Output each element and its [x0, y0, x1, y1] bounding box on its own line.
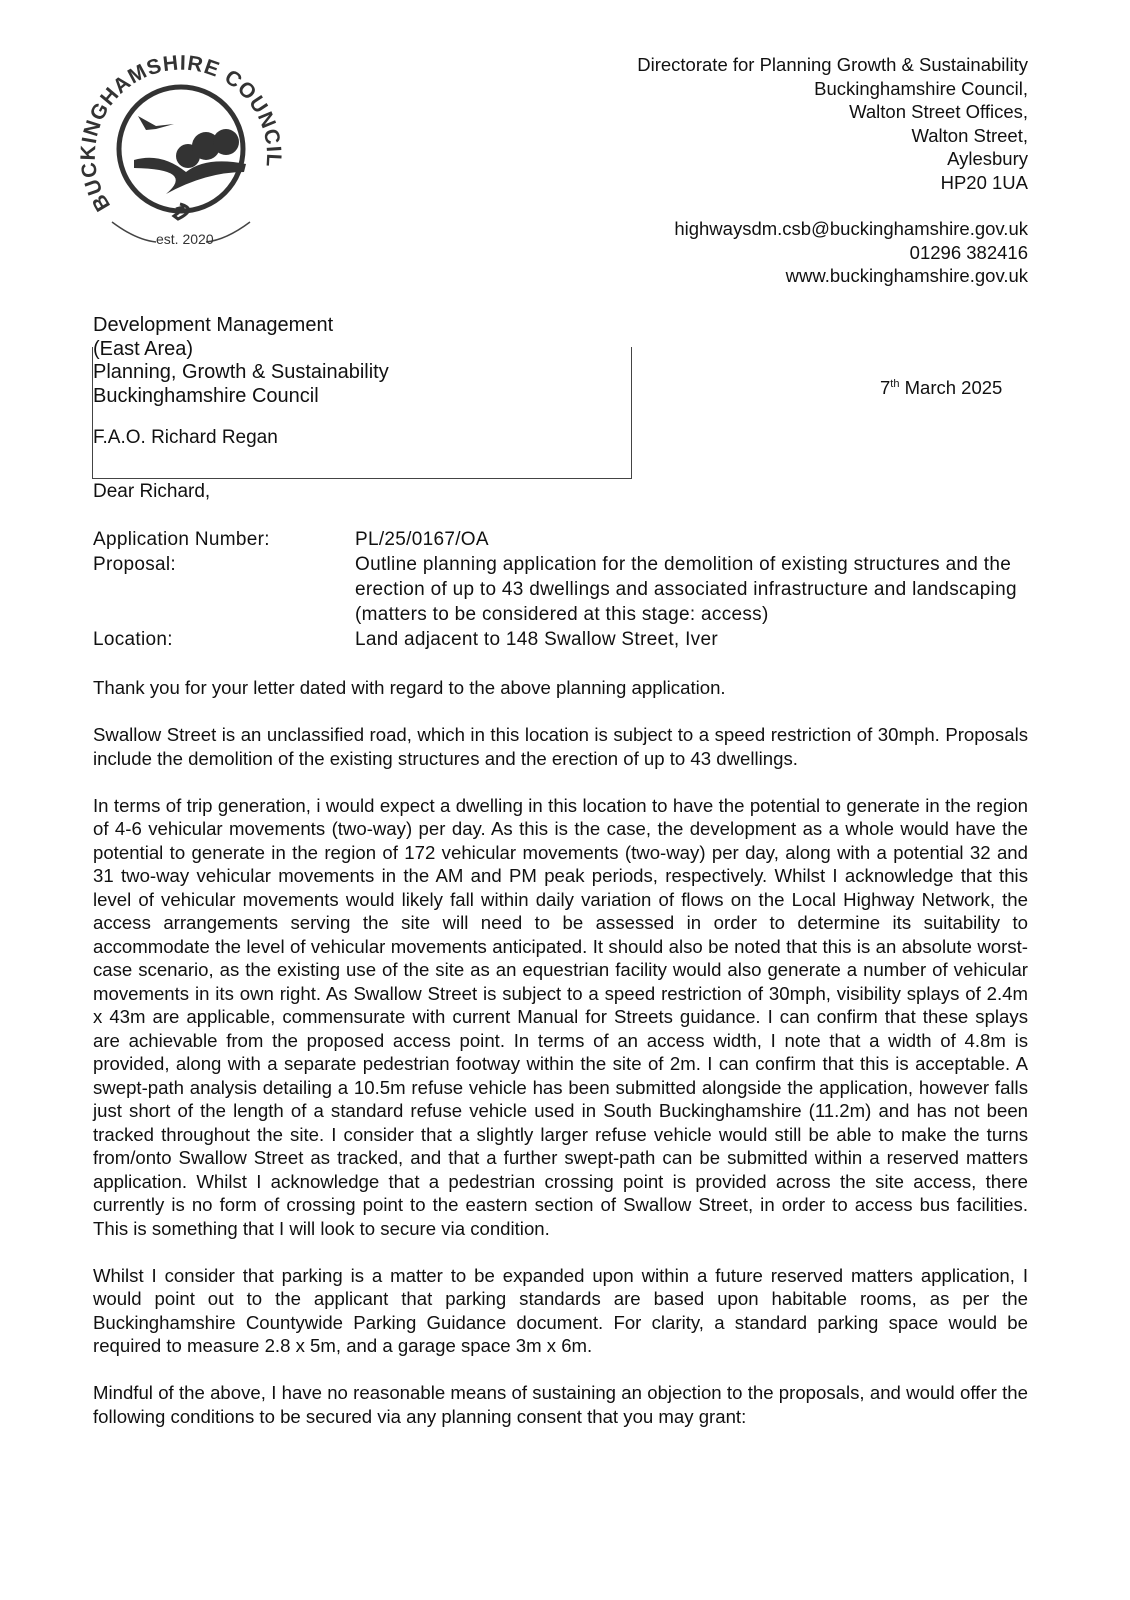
- sender-phone: 01296 382416: [909, 241, 1028, 263]
- letter-body: [93, 676, 1028, 1452]
- detail-label: Proposal:: [93, 554, 176, 575]
- detail-row: [93, 627, 1033, 652]
- body-paragraph: In terms of trip generation, i would expect a dwelling in this location to have the potential to generate in the region of 4-6 vehicular movements (two-way) per day. As this is the case, the development as a whole would have the potential to generate in the region of 172 vehicular movements (two-way) per day, along with a potential 32 and 31 two-way vehicular movements in the AM and PM peak periods, respectively. Whilst I acknowledge that this level of vehicular movements would likely fall within daily variation of flows on the Local Highway Network, the access arrangements serving the site will need to be assessed in order to determine its suitability to accommodate the level of vehicular movements anticipated. It should also be noted that this is an absolute worst-case scenario, as the existing use of the site as an equestrian facility would also generate a number of vehicular movements in its own right. As Swallow Street is subject to a speed restriction of 30mph, visibility splays of 2.4m x 43m are applicable, commensurate with current Manual for Streets guidance. I can confirm that these splays are achievable from the proposed access point. In terms of an access width, I note that a width of 4.8m is provided, along with a separate pedestrian footway within the site of 2m. I can confirm that this is acceptable. A swept-path analysis detailing a 10.5m refuse vehicle has been submitted alongside the application, however falls just short of the length of a standard refuse vehicle used in South Buckinghamshire (11.2m) and has not been tracked throughout the site. I consider that a slightly larger refuse vehicle would still be able to make the turns from/onto Swallow Street as tracked, and that a further swept-path can be submitted within a reserved matters application. Whilst I acknowledge that a pedestrian crossing point is provided across the site access, there currently is no form of crossing point to the eastern section of Swallow Street, in order to access bus facilities. This is something that I will look to secure via condition.: [93, 794, 1028, 1239]
- recipient-line: (East Area): [93, 337, 194, 360]
- sender-line: Walton Street Offices,: [849, 101, 1028, 122]
- detail-row: [93, 527, 1033, 552]
- recipient-line: Development Management: [93, 314, 334, 336]
- fao-line: F.A.O. Richard Regan: [93, 427, 278, 448]
- detail-value: Land adjacent to 148 Swallow Street, Iver: [355, 629, 718, 650]
- sender-website: www.buckinghamshire.gov.uk: [785, 265, 1028, 286]
- detail-row: [93, 552, 1033, 627]
- logo-ring-text: BUCKINGHAMSHIRE COUNCIL: [76, 51, 286, 216]
- detail-value: PL/25/0167/OA: [355, 529, 489, 550]
- letter-date: [880, 377, 1002, 399]
- body-paragraph: Swallow Street is an unclassified road, which in this location is subject to a speed restriction of 30mph. Proposals include the demolition of the existing structures and the erection of up to 43 dwellings.: [93, 724, 1028, 769]
- body-paragraph: Thank you for your letter dated with regard to the above planning application.: [93, 677, 726, 698]
- sender-email: highwaysdm.csb@buckinghamshire.gov.uk: [674, 218, 1028, 239]
- sender-line: Directorate for Planning Growth & Sustainability: [637, 54, 1028, 75]
- body-paragraph: Whilst I consider that parking is a matter to be expanded upon within a future reserved matters application, I would point out to the applicant that parking standards are based upon habitable rooms, as per the Buckinghamshire Countywide Parking Guidance document. For clarity, a standard parking space would be required to measure 2.8 x 5m, and a garage space 3m x 6m.: [93, 1264, 1028, 1356]
- detail-value: Outline planning application for the demolition of existing structures and the erection of up to 43 dwellings and associated infrastructure and landscaping (matters to be considered at this stage: access): [355, 554, 1017, 625]
- recipient-address: [93, 314, 389, 408]
- application-details: [93, 527, 1033, 652]
- sender-address: [637, 53, 1028, 288]
- sender-line: Buckinghamshire Council,: [814, 77, 1028, 99]
- recipient-line: Planning, Growth & Sustainability: [93, 361, 389, 383]
- sender-line: HP20 1UA: [940, 171, 1028, 193]
- recipient-line: Buckinghamshire Council: [93, 384, 319, 407]
- date-suffix: th: [890, 377, 900, 390]
- body-paragraph: Mindful of the above, I have no reasonable means of sustaining an objection to the proposals, and would offer the following conditions to be secured via any planning consent that you may grant:: [93, 1382, 1028, 1427]
- svg-text:BUCKINGHAMSHIRE COUNCIL: [77, 51, 285, 215]
- logo-est-text: est. 2020: [156, 231, 214, 247]
- date-rest: March 2025: [899, 377, 1003, 398]
- salutation: Dear Richard,: [93, 481, 211, 502]
- sender-line: Aylesbury: [947, 148, 1028, 169]
- council-logo: [76, 44, 286, 254]
- date-day: 7: [880, 377, 891, 398]
- sender-line: Walton Street,: [911, 124, 1028, 146]
- detail-label: Application Number:: [93, 529, 270, 550]
- detail-label: Location:: [93, 629, 173, 650]
